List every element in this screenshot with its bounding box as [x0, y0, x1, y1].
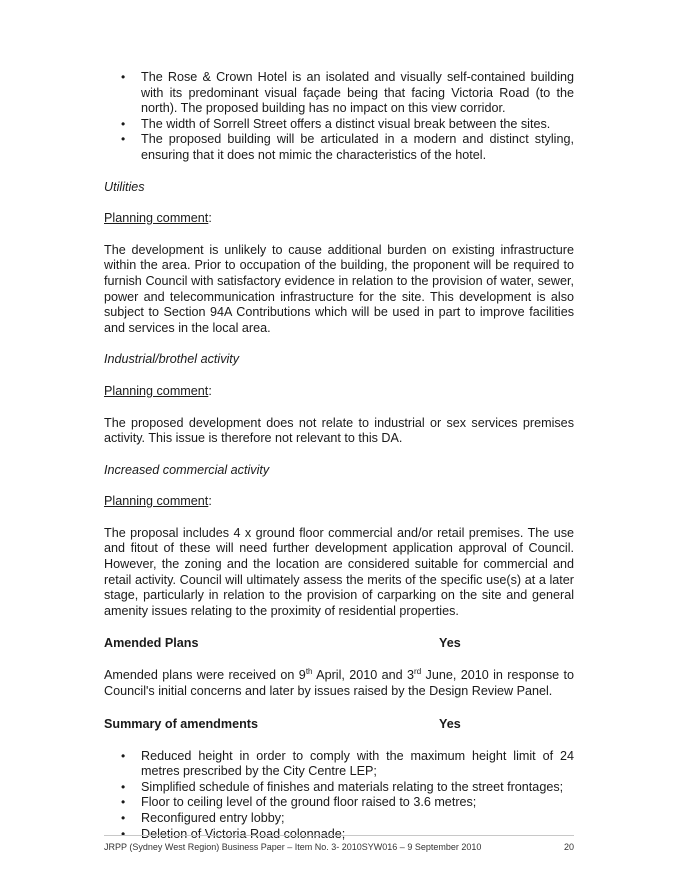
bullet-icon: •	[121, 795, 126, 810]
bullet-icon: •	[121, 116, 126, 131]
bullet-icon: •	[121, 811, 126, 825]
section-heading-utilities: Utilities	[104, 179, 145, 194]
summary-status: Yes	[439, 716, 461, 731]
bullet-icon: •	[121, 70, 126, 84]
summary-heading	[104, 717, 574, 733]
planning-comment-label: Planning comment:	[104, 211, 212, 226]
list-item: • Reduced height in order to comply with the maximum height limit of 24 metres prescribed by the City Centre LEP;	[121, 748, 574, 779]
industrial-comment-text: The proposed development does not relate to industrial or sex services premises activity. This issue is therefore not relevant to this DA.	[104, 415, 574, 446]
bullet-icon: •	[121, 826, 126, 841]
commercial-comment-text: The proposal includes 4 x ground floor commercial and/or retail premises. The use and fitout of these will need further development application approval of Council. However, the zoning and the location are considered suitable for commercial and retail activity. Council will ultimately assess the merits of the specific use(s) at a later stage, particularly in relation to the provision of carparking on the site and general amenity issues relating to the proximity of residential properties.	[104, 525, 574, 618]
list-item: • The proposed building will be articulated in a modern and distinct styling, ensuring that it does not mimic the characteristics of the hotel.	[121, 132, 574, 162]
intro-bullet-list	[104, 70, 574, 164]
planning-comment-label: Planning comment:	[104, 383, 212, 398]
section-heading-commercial: Increased commercial activity	[104, 462, 270, 477]
list-item: • Simplified schedule of finishes and materials relating to the street frontages;	[121, 779, 564, 794]
amended-plans-text: Amended plans were received on 9th April, 2010 and 3rd June, 2010 in response to Council's initial concerns and later by issues raised by the Design Review Panel.	[104, 667, 574, 699]
amended-plans-status: Yes	[439, 636, 461, 651]
bullet-icon: •	[121, 779, 126, 794]
page-body	[104, 70, 574, 842]
section-heading-industrial: Industrial/brothel activity	[104, 352, 240, 367]
page-number: 20	[563, 842, 574, 852]
summary-label: Summary of amendments	[104, 716, 258, 731]
amended-plans-heading	[104, 636, 574, 652]
planning-comment-label: Planning comment:	[104, 494, 212, 509]
list-item: • Deletion of Victoria Road colonnade;	[121, 826, 346, 841]
list-item: • The Rose & Crown Hotel is an isolated and visually self-contained building with its predominant visual façade being that facing Victoria Road (to the north). The proposed building has no impact on this view corridor.	[121, 70, 574, 116]
amended-plans-label: Amended Plans	[104, 636, 199, 651]
list-item: • Reconfigured entry lobby;	[121, 811, 285, 825]
footer-text: JRPP (Sydney West Region) Business Paper – Item No. 3- 2010SYW016 – 9 September 2010	[104, 842, 482, 852]
list-item: • Floor to ceiling level of the ground floor raised to 3.6 metres;	[121, 795, 477, 810]
list-item: • The width of Sorrell Street offers a distinct visual break between the sites.	[121, 116, 551, 131]
bullet-icon: •	[121, 748, 126, 763]
utilities-comment-text: The development is unlikely to cause additional burden on existing infrastructure within the area. Prior to occupation of the building, the proponent will be required to furnish Council with satisfactory evidence in relation to the provision of water, sewer, power and telecommunication infrastructure for the site. This development is also subject to Section 94A Contributions which will be used in part to improve facilities and services in the local area.	[104, 242, 574, 335]
bullet-icon: •	[121, 132, 126, 147]
page-footer	[104, 835, 574, 853]
summary-bullet-list	[104, 749, 574, 843]
